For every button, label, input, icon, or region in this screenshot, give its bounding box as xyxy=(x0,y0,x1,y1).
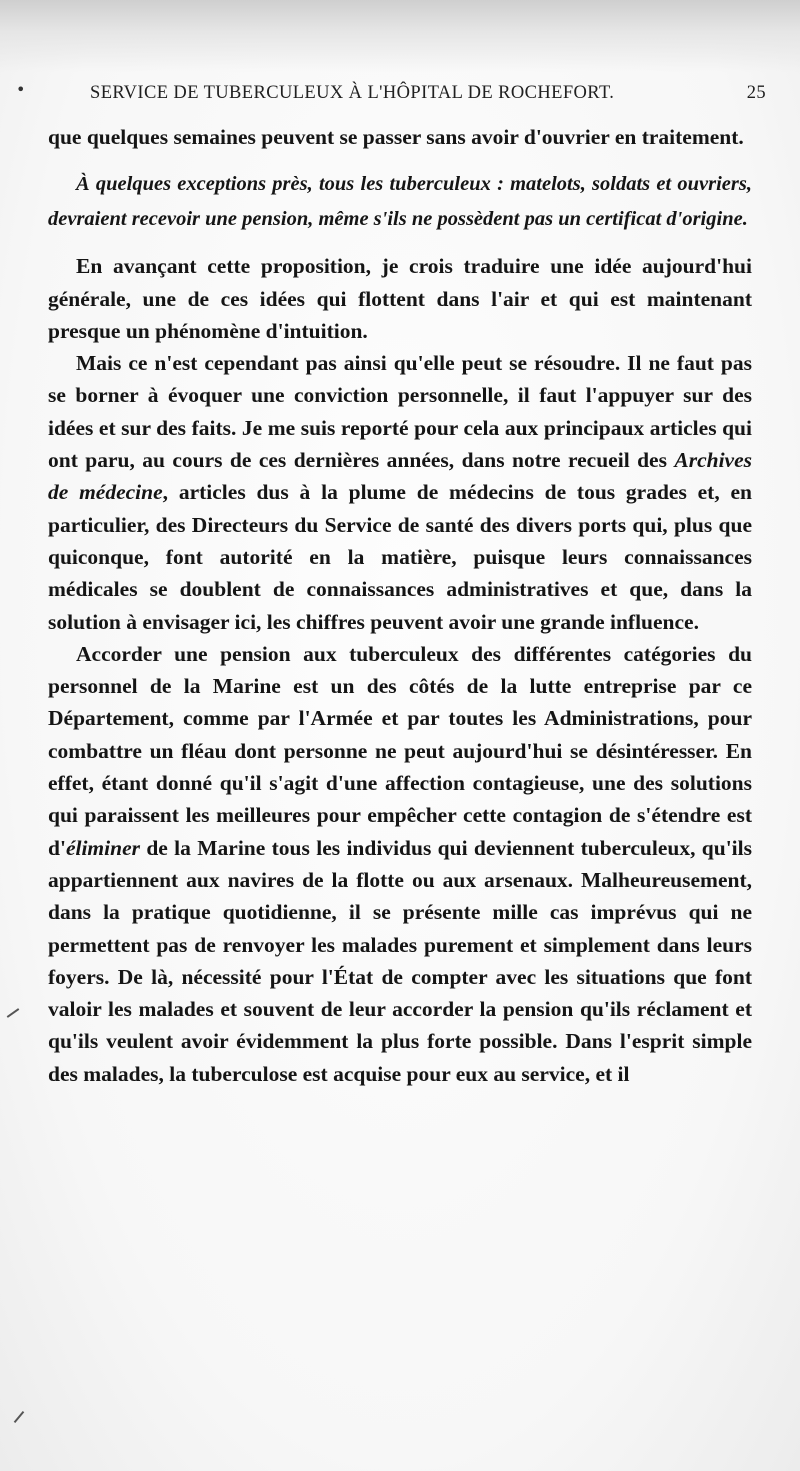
running-title: SERVICE DE TUBERCULEUX À L'HÔPITAL DE ROCHEFORT. xyxy=(90,83,615,103)
scan-shadow xyxy=(0,0,800,72)
running-header xyxy=(90,83,766,104)
body-text xyxy=(48,121,752,1090)
page-number: 25 xyxy=(746,83,766,103)
margin-pencil-stroke xyxy=(7,1008,20,1018)
margin-pencil-stroke xyxy=(14,1411,25,1423)
paragraph-1: que quelques semaines peuvent se passer sans avoir d'ouvrier en traitement. xyxy=(48,125,744,149)
paragraph-4-part-b: , articles dus à la plume de médecins de tous grades et, en particulier, des Directeurs du Service de santé des divers ports qui, plus que quiconque, font autorité en la matière, puisque leurs connaissances médicales se doublent de connaissances administratives et que, dans la solution à envisager ici, les chiffres peuvent avoir une grande influence. xyxy=(48,480,752,634)
paragraph-2-italic-proposition: À quelques exceptions près, tous les tuberculeux : matelots, soldats et ouvriers, devraient recevoir une pension, même s'ils ne possèdent pas un certificat d'origine. xyxy=(48,173,752,230)
margin-mark: • xyxy=(16,80,26,99)
paragraph-5-part-a: Accorder une pension aux tuberculeux des différentes catégories du personnel de la Marine est un des côtés de la lutte entreprise par ce Département, comme par l'Armée et par toutes les Administrations, pour combattre un fléau dont personne ne peut aujourd'hui se désintéresser. En effet, étant donné qu'il s'agit d'une affection contagieuse, une des solutions qui paraissent les meilleures pour empêcher cette contagion de s'étendre est d' xyxy=(48,641,752,860)
paragraph-5-part-b: de la Marine tous les individus qui deviennent tuberculeux, qu'ils appartiennent aux navires de la flotte ou aux arsenaux. Malheureusement, dans la pratique quotidienne, il se présente mille cas imprévus qui ne permettent pas de renvoyer les malades purement et simplement dans leurs foyers. De là, nécessité pour l'État de compter avec les situations que font valoir les malades et souvent de leur accorder la pension qu'ils réclament et qu'ils veulent avoir évidemment la plus forte possible. Dans l'esprit simple des malades, la tuberculose est acquise pour eux au service, et il xyxy=(48,835,752,1086)
paragraph-4-part-a: Mais ce n'est cependant pas ainsi qu'elle peut se résoudre. Il ne faut pas se borner à évoquer une conviction personnelle, il faut l'appuyer sur des idées et sur des faits. Je me suis reporté pour cela aux principaux articles qui ont paru, au cours de ces dernières années, dans notre recueil des xyxy=(48,351,752,473)
paragraph-5 xyxy=(48,638,752,1090)
paragraph-3: En avançant cette proposition, je crois traduire une idée aujourd'hui générale, une de ces idées qui flottent dans l'air et qui est maintenant presque un phénomène d'intuition. xyxy=(48,254,752,343)
paragraph-4 xyxy=(48,347,752,638)
eliminer-emphasis: éliminer xyxy=(65,835,140,860)
archives-title: Archives de médecine xyxy=(48,448,752,505)
